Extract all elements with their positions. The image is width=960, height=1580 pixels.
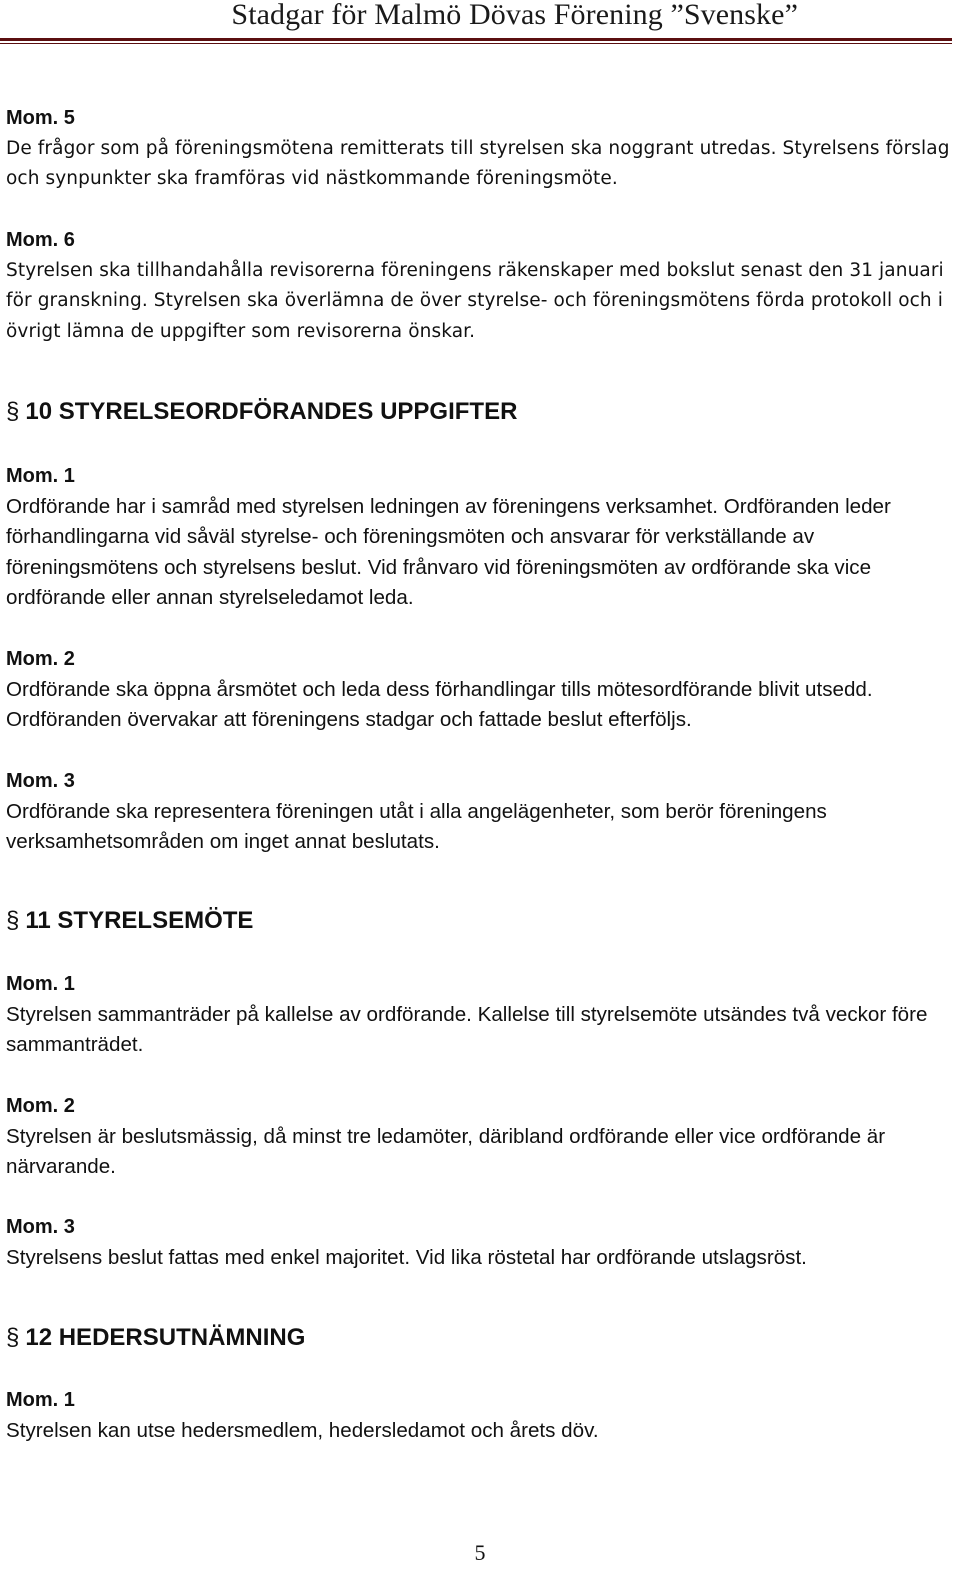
section-heading-11 <box>6 907 253 935</box>
mom-text: De frågor som på föreningsmötena remitterats till styrelsen ska noggrant utredas. Styrelsens förslag och synpunkter ska framföras vid nästkommande föreningsmöte. <box>6 137 950 189</box>
section-10-mom-3 <box>6 766 951 858</box>
mom-label: Mom. 1 <box>6 1389 75 1411</box>
mom-label: Mom. 5 <box>6 107 75 129</box>
mom-text: Ordförande ska representera föreningen utåt i alla angelägenheter, som berör föreningens verksamhetsområden om inget annat beslutats. <box>6 799 827 853</box>
section-title: 10 STYRELSEORDFÖRANDES UPPGIFTER <box>25 398 518 425</box>
mom-text: Styrelsen ska tillhandahålla revisorerna föreningens räkenskaper med bokslut senast den 31 januari för granskning. Styrelsen ska överlämna de över styrelse- och föreningsmötens förda protokoll och i övrigt lämna de uppgifter som revisorerna önskar. <box>6 259 944 342</box>
mom-label: Mom. 2 <box>6 1095 75 1117</box>
section-11-mom-2 <box>6 1091 951 1183</box>
section-11-mom-1 <box>6 969 951 1061</box>
mom-label: Mom. 6 <box>6 229 75 251</box>
mom-text: Styrelsen kan utse hedersmedlem, hedersledamot och årets döv. <box>6 1418 599 1442</box>
section-title: 12 HEDERSUTNÄMNING <box>25 1324 306 1351</box>
section-heading-10 <box>6 398 517 426</box>
section-title: 11 STYRELSEMÖTE <box>25 907 254 934</box>
section-10-mom-2 <box>6 644 951 736</box>
mom-text: Styrelsen sammanträder på kallelse av ordförande. Kallelse till styrelsemöte utsändes två veckor före sammanträdet. <box>6 1002 928 1056</box>
header-divider <box>0 38 952 41</box>
paragraph-mom-5 <box>6 103 951 195</box>
mom-text: Styrelsens beslut fattas med enkel majoritet. Vid lika röstetal har ordförande utslagsröst. <box>6 1245 807 1269</box>
section-sign: § <box>6 907 20 934</box>
mom-text: Ordförande har i samråd med styrelsen ledningen av föreningens verksamhet. Ordföranden leder förhandlingarna vid såväl styrelse- och föreningsmöten och ansvarar för verkställande av föreningsmötens och styrelsens beslut. Vid frånvaro vid föreningsmöten av ordförande ska vice ordförande eller annan styrelseledamot leda. <box>6 494 891 609</box>
section-heading-12 <box>6 1324 305 1352</box>
header-divider-thin <box>0 43 952 44</box>
mom-text: Ordförande ska öppna årsmötet och leda dess förhandlingar tills mötesordförande blivit utsedd. Ordföranden övervakar att föreningens stadgar och fattade beslut efterföljs. <box>6 677 873 731</box>
mom-label: Mom. 3 <box>6 770 75 792</box>
section-10-mom-1 <box>6 461 951 614</box>
mom-label: Mom. 1 <box>6 973 75 995</box>
mom-label: Mom. 1 <box>6 465 75 487</box>
section-sign: § <box>6 1324 20 1351</box>
section-sign: § <box>6 398 20 425</box>
mom-label: Mom. 3 <box>6 1216 75 1238</box>
mom-label: Mom. 2 <box>6 648 75 670</box>
document-title: Stadgar för Malmö Dövas Förening ”Svenske” <box>231 0 798 31</box>
mom-text: Styrelsen är beslutsmässig, då minst tre ledamöter, däribland ordförande eller vice ordförande är närvarande. <box>6 1124 886 1178</box>
page-header <box>0 0 960 45</box>
section-11-mom-3 <box>6 1212 951 1273</box>
paragraph-mom-6 <box>6 225 951 347</box>
page-number: 5 <box>474 1540 486 1565</box>
section-12-mom-1 <box>6 1385 951 1446</box>
